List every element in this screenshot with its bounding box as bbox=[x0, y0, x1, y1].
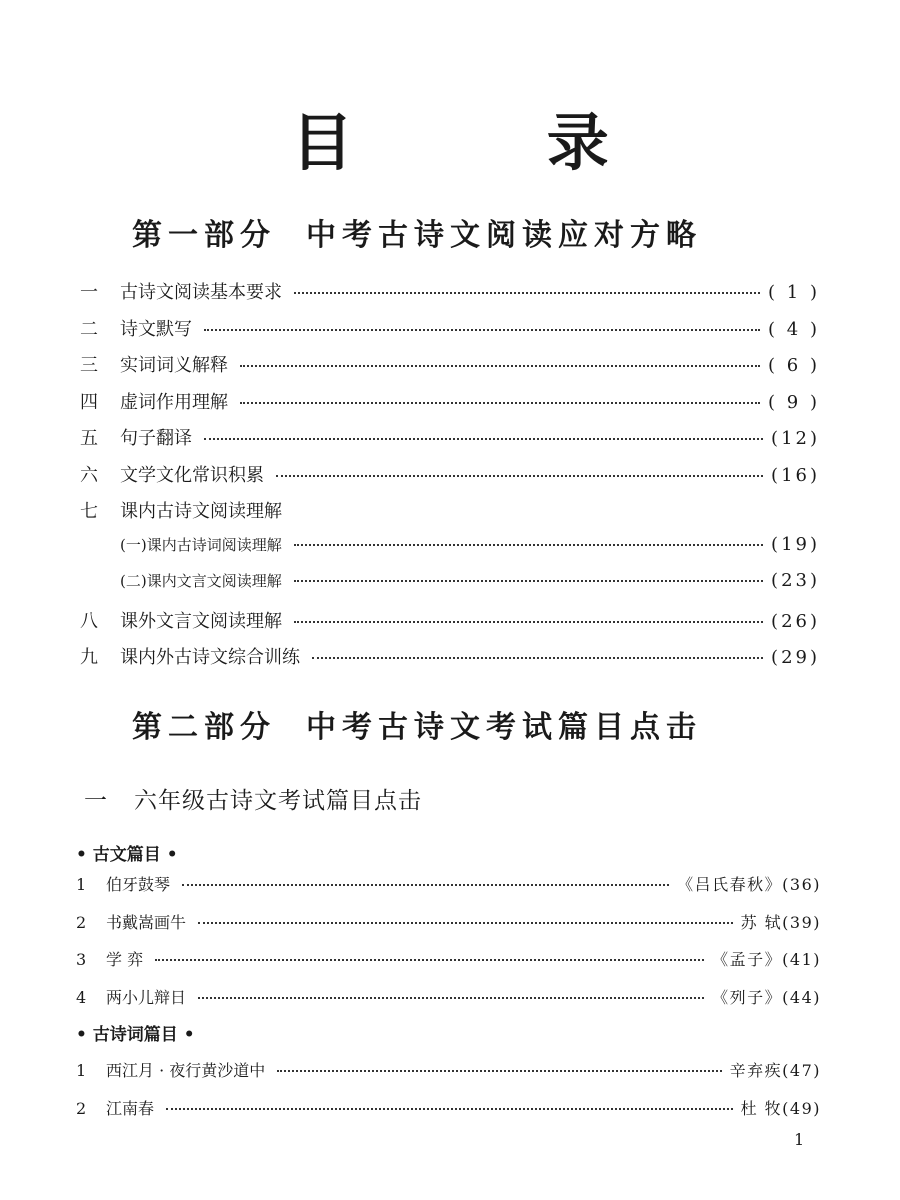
toc-row[interactable] bbox=[80, 461, 820, 498]
leader-dots bbox=[312, 657, 763, 659]
part-two-heading bbox=[132, 708, 832, 748]
item-title: 学 弈 bbox=[106, 950, 144, 969]
item-num: 2 bbox=[76, 1098, 87, 1118]
toc-num: 七 bbox=[80, 501, 98, 522]
toc-num: 六 bbox=[80, 464, 98, 486]
leader-dots bbox=[182, 884, 669, 886]
toc-title: 诗文默写 bbox=[120, 318, 192, 340]
toc-num: 一 bbox=[80, 282, 98, 303]
toc-title: 虚词作用理解 bbox=[120, 391, 228, 413]
poetry-list bbox=[76, 1058, 821, 1133]
list-item[interactable] bbox=[76, 985, 821, 1023]
leader-dots bbox=[155, 959, 704, 961]
page-title: 目 录 bbox=[291, 106, 695, 179]
item-title: 书戴嵩画牛 bbox=[106, 912, 187, 932]
leader-dots bbox=[198, 997, 704, 999]
category-prose: • 古文篇目 • bbox=[76, 845, 178, 865]
leader-dots bbox=[294, 292, 760, 294]
toc-title: 句子翻译 bbox=[120, 428, 192, 449]
toc-page: ( 4 ) bbox=[768, 318, 820, 340]
item-source-page: 《孟子》(41) bbox=[712, 950, 821, 969]
toc-row[interactable] bbox=[80, 497, 820, 534]
toc-row[interactable] bbox=[80, 424, 820, 461]
item-source-page: 辛弃疾(47) bbox=[729, 1061, 821, 1080]
list-item[interactable] bbox=[76, 1058, 821, 1096]
item-title: 江南春 bbox=[106, 1098, 155, 1118]
toc-title: 文学文化常识积累 bbox=[120, 464, 264, 486]
toc-title: 实词词义解释 bbox=[120, 355, 228, 376]
item-num: 3 bbox=[76, 950, 87, 969]
list-item[interactable] bbox=[76, 947, 821, 985]
toc-page: (26) bbox=[771, 610, 820, 632]
page-number: 1 bbox=[794, 1130, 805, 1149]
leader-dots bbox=[198, 922, 733, 924]
item-num: 1 bbox=[76, 875, 87, 894]
item-num: 2 bbox=[76, 912, 87, 932]
toc-num: 九 bbox=[80, 647, 98, 668]
toc-title: 课内古诗文阅读理解 bbox=[120, 501, 282, 522]
toc-row[interactable] bbox=[80, 351, 820, 388]
toc-num: 四 bbox=[80, 391, 98, 413]
toc-page: ( 9 ) bbox=[768, 391, 820, 413]
toc-subrow[interactable] bbox=[80, 534, 820, 571]
section-num: 一 bbox=[84, 788, 108, 814]
toc-page: (12) bbox=[771, 428, 820, 449]
leader-dots bbox=[166, 1108, 733, 1110]
item-source-page: 苏 轼(39) bbox=[740, 912, 821, 932]
leader-dots bbox=[204, 329, 760, 331]
toc-row[interactable] bbox=[80, 315, 820, 352]
toc-num: 五 bbox=[80, 428, 98, 449]
item-source-page: 《列子》(44) bbox=[712, 987, 821, 1007]
leader-dots bbox=[277, 1070, 721, 1072]
item-title: 两小儿辩日 bbox=[106, 987, 187, 1007]
toc-row[interactable] bbox=[80, 278, 820, 315]
leader-dots bbox=[294, 621, 763, 623]
item-source-page: 杜 牧(49) bbox=[740, 1098, 821, 1118]
toc-page: (19) bbox=[771, 533, 820, 555]
toc-page: ( 1 ) bbox=[768, 282, 820, 303]
toc-subtitle: (二)课内文言文阅读理解 bbox=[120, 572, 282, 590]
part-one-label: 第一部分 bbox=[132, 218, 276, 253]
part-two-name: 中考古诗文考试篇目点击 bbox=[306, 710, 702, 745]
leader-dots bbox=[240, 365, 760, 367]
prose-list bbox=[76, 872, 821, 1022]
part-one-heading bbox=[132, 216, 832, 256]
list-item[interactable] bbox=[76, 872, 821, 910]
toc-title: 课外文言文阅读理解 bbox=[120, 610, 282, 632]
item-source-page: 《吕氏春秋》(36) bbox=[677, 875, 821, 894]
toc-title: 古诗文阅读基本要求 bbox=[120, 282, 282, 303]
toc-page: (16) bbox=[771, 464, 820, 486]
toc-row[interactable] bbox=[80, 388, 820, 425]
list-item[interactable] bbox=[76, 1096, 821, 1134]
item-num: 4 bbox=[76, 987, 87, 1007]
list-item[interactable] bbox=[76, 910, 821, 948]
toc-num: 二 bbox=[80, 318, 98, 340]
section-heading bbox=[84, 782, 422, 815]
leader-dots bbox=[294, 544, 763, 546]
toc-row[interactable] bbox=[80, 643, 820, 680]
toc-title: 课内外古诗文综合训练 bbox=[120, 647, 300, 668]
leader-dots bbox=[276, 475, 763, 477]
toc-part-one bbox=[80, 278, 820, 680]
section-title: 六年级古诗文考试篇目点击 bbox=[134, 788, 422, 814]
toc-num: 三 bbox=[80, 355, 98, 376]
leader-dots bbox=[204, 438, 763, 440]
toc-page: ( 6 ) bbox=[768, 355, 820, 376]
item-title: 西江月 · 夜行黄沙道中 bbox=[106, 1061, 266, 1080]
toc-subrow[interactable] bbox=[80, 570, 820, 607]
item-num: 1 bbox=[76, 1061, 87, 1080]
leader-dots bbox=[294, 580, 763, 582]
item-title: 伯牙鼓琴 bbox=[106, 875, 171, 894]
toc-num: 八 bbox=[80, 610, 98, 632]
part-one-name: 中考古诗文阅读应对方略 bbox=[306, 218, 702, 253]
toc-page: (23) bbox=[771, 570, 820, 591]
leader-dots bbox=[240, 402, 760, 404]
part-two-label: 第二部分 bbox=[132, 710, 276, 745]
toc-row[interactable] bbox=[80, 607, 820, 644]
toc-subtitle: (一)课内古诗词阅读理解 bbox=[120, 535, 282, 554]
toc-page: (29) bbox=[771, 647, 820, 668]
category-poetry: • 古诗词篇目 • bbox=[76, 1025, 195, 1045]
